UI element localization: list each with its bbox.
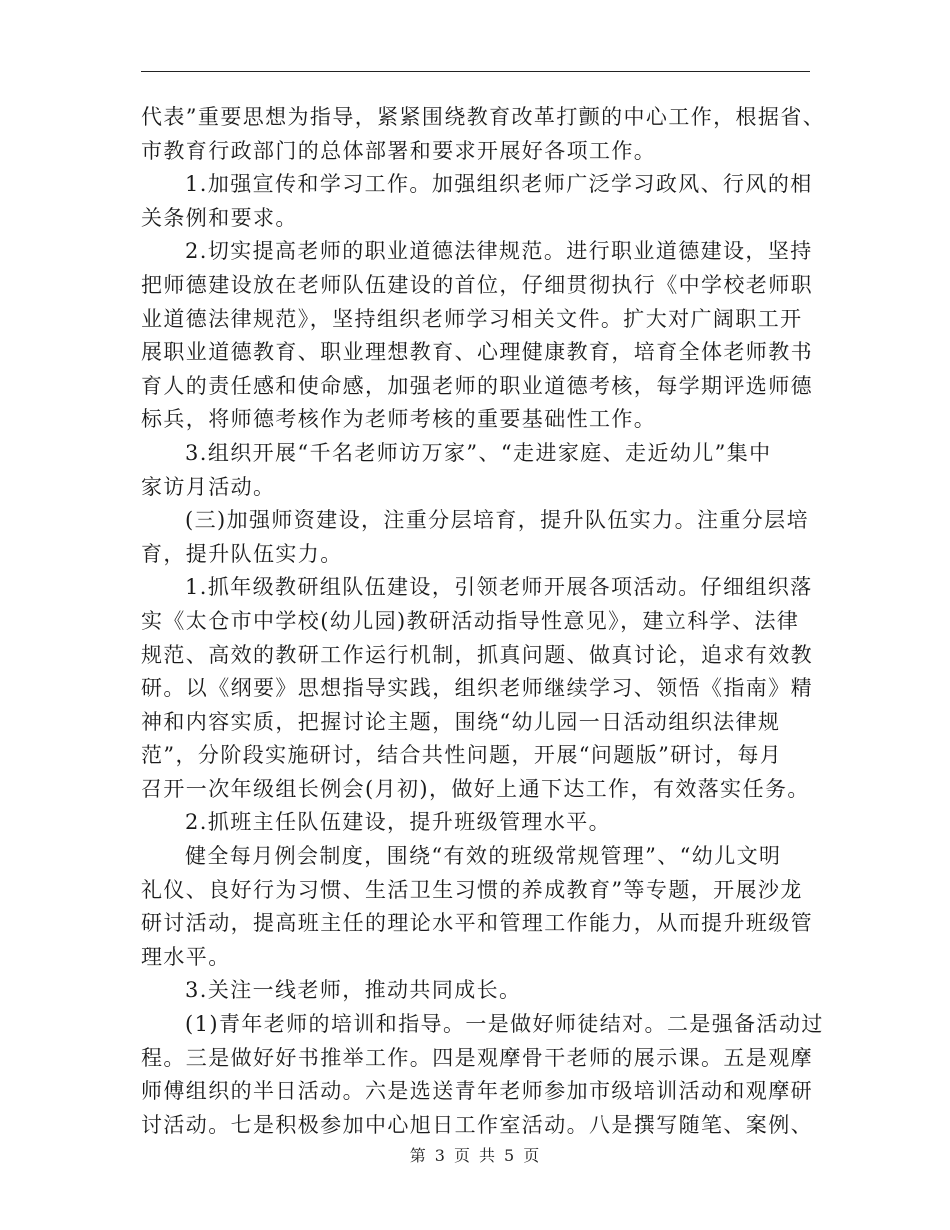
- text-line: 1.抓年级教研组队伍建设，引领老师开展各项活动。仔细组织落: [185, 575, 813, 600]
- text-line: 研。以《纲要》思想指导实践，组织老师继续学习、领悟《指南》精: [141, 676, 813, 701]
- text-line: 礼仪、良好行为习惯、生活卫生习惯的养成教育”等专题，开展沙龙: [141, 877, 803, 902]
- text-line: 神和内容实质，把握讨论主题，围绕“幼儿园一日活动组织法律规: [141, 709, 781, 734]
- text-line: (三)加强师资建设，注重分层培育，提升队伍实力。注重分层培: [185, 508, 809, 533]
- document-body: [141, 101, 826, 1142]
- footer-total-word: 共: [479, 1146, 497, 1165]
- text-line: 研讨活动，提高班主任的理论水平和管理工作能力，从而提升班级管: [141, 911, 813, 936]
- text-line: 师傅组织的半日活动。六是选送青年老师参加市级培训活动和观摩研: [141, 1079, 813, 1104]
- text-line: 1.加强宣传和学习工作。加强组织老师广泛学习政风、行风的相: [185, 172, 813, 197]
- footer-page-word: 页: [453, 1146, 471, 1165]
- text-line: 3.组织开展“千名老师访万家”、“走进家庭、走近幼儿”集中: [185, 440, 772, 465]
- text-line: 代表”重要思想为指导，紧紧围绕教育改革打颤的中心工作，根据省、: [141, 105, 826, 129]
- text-line: 讨活动。七是积极参加中心旭日工作室活动。八是撰写随笔、案例、: [141, 1112, 813, 1137]
- text-line: 把师德建设放在老师队伍建设的首位，仔细贯彻执行《中学校老师职: [141, 272, 813, 297]
- text-line: 召开一次年级组长例会(月初)，做好上通下达工作，有效落实任务。: [141, 776, 810, 801]
- text-line: 展职业道德教育、职业理想教育、心理健康教育，培育全体老师教书: [141, 340, 813, 365]
- text-line: 健全每月例会制度，围绕“有效的班级常规管理”、“幼儿文明: [185, 844, 782, 869]
- footer-total-pages: 5: [504, 1146, 516, 1165]
- text-line: 业道德法律规范》，坚持组织老师学习相关文件。扩大对广阔职工开: [141, 306, 803, 331]
- text-line: 育，提升队伍实力。: [141, 541, 343, 566]
- text-line: 规范、高效的教研工作运行机制，抓真问题、做真讨论，追求有效教: [141, 642, 813, 667]
- text-line: 市教育行政部门的总体部署和要求开展好各项工作。: [141, 138, 657, 163]
- text-line: 家访月活动。: [141, 474, 276, 499]
- text-line: 范”，分阶段实施研讨，结合共性问题，开展“问题版”研讨，每月: [141, 743, 783, 768]
- text-line: 实《太仓市中学校(幼儿园)教研活动指导性意见》，建立科学、法律: [141, 608, 800, 633]
- footer-suffix: 页: [523, 1146, 541, 1165]
- text-line: 关条例和要求。: [141, 205, 298, 230]
- text-line: 2.切实提高老师的职业道德法律规范。进行职业道德建设，坚持: [185, 239, 813, 264]
- text-line: 程。三是做好好书推举工作。四是观摩骨干老师的展示课。五是观摩: [141, 1045, 813, 1070]
- text-line: 2.抓班主任队伍建设，提升班级管理水平。: [185, 810, 612, 835]
- text-line: 理水平。: [141, 944, 231, 969]
- text-line: 3.关注一线老师，推动共同成长。: [185, 978, 522, 1003]
- footer-prefix: 第: [409, 1146, 427, 1165]
- text-line: 标兵，将师德考核作为老师考核的重要基础性工作。: [141, 407, 657, 432]
- header-rule: [141, 71, 810, 72]
- page-number-footer: [0, 1143, 950, 1166]
- text-line: (1)青年老师的培训和指导。一是做好师徒结对。二是强备活动过: [185, 1012, 824, 1037]
- footer-current-page: 3: [434, 1146, 446, 1165]
- text-line: 育人的责任感和使命感，加强老师的职业道德考核，每学期评选师德: [141, 373, 813, 398]
